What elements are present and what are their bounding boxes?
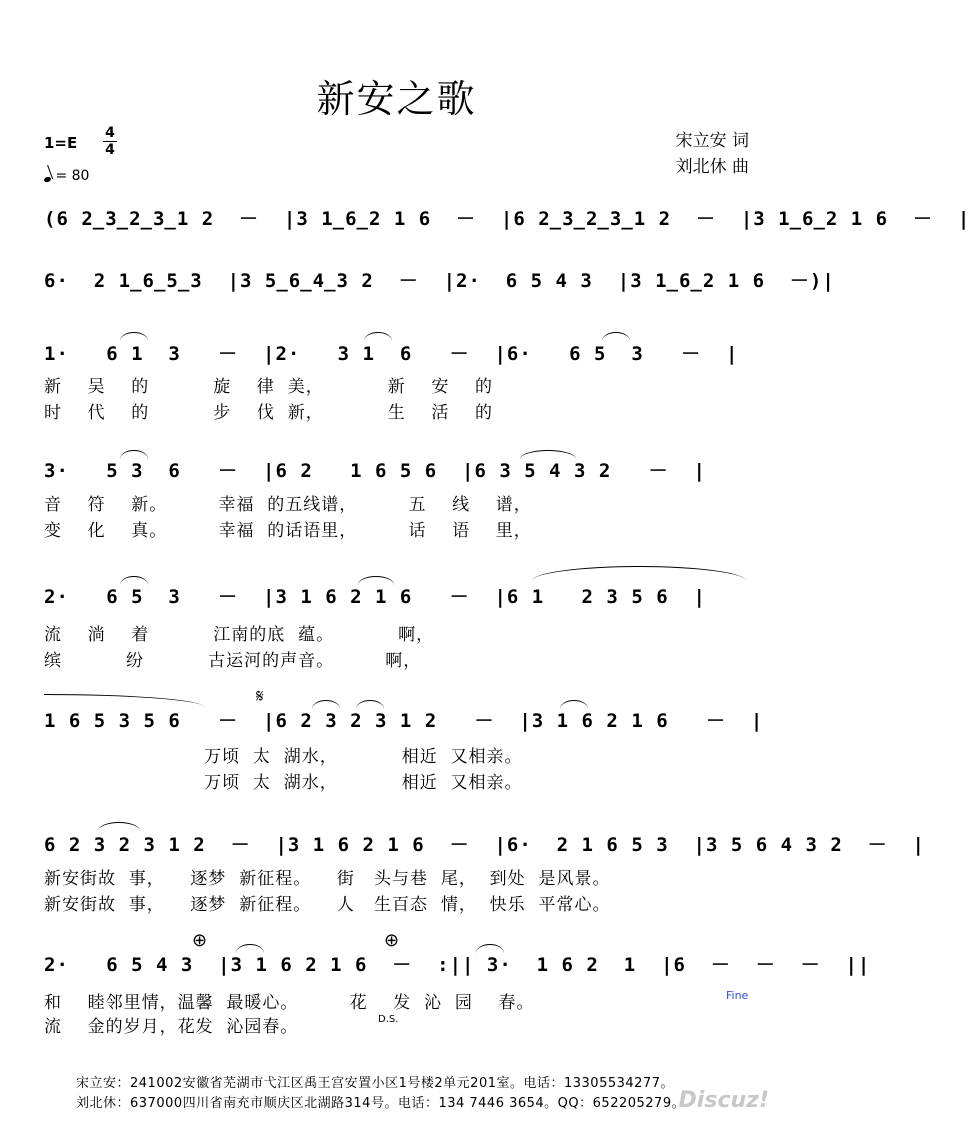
lyric-line: 和 睦邻里情，温馨 最暖心。 花 发 沁 园 春。 xyxy=(44,993,535,1013)
notation-row-1 xyxy=(44,208,970,230)
slur xyxy=(312,700,340,709)
notes: (6 2̲3̲2̲3̲1 2 － |3 1̲6̲2 1 6 － |6 2̲3̲2̲3̲1 2 － |3 1̲6̲2 1 6 － | xyxy=(44,208,970,230)
notes: 6 2 3 2 3 1 2 － |3 1 6 2 1 6 － |6· 2 1 6 5 3 |3 5 6 4 3 2 － | xyxy=(44,834,925,856)
lyric-line: 新 吴 的 旋 律 美， 新 安 的 xyxy=(44,377,493,397)
tempo-value: = 80 xyxy=(55,168,90,184)
notation-row-6 xyxy=(44,710,764,732)
meter-bottom: 4 xyxy=(105,142,115,158)
footer-line-2: 刘北休：637000四川省南充市顺庆区北湖路314号。电话：134 7446 3654。QQ：652205279。 xyxy=(76,1096,686,1111)
notation-row-8 xyxy=(44,954,871,976)
lyric-line: 新安街故 事， 逐梦 新征程。 街 头与巷 尾， 到处 是风景。 xyxy=(44,869,611,889)
lyric-line: 变 化 真。 幸福 的话语里， 话 语 里， xyxy=(44,521,532,541)
slur xyxy=(476,944,504,953)
lyric-line: 音 符 新。 幸福 的五线谱， 五 线 谱， xyxy=(44,495,532,515)
coda-icon: ⊕ xyxy=(192,930,208,951)
notes: 2· 6 5 4 3 |3 1 6 2 1 6 － :|| 3· 1 6 2 1 |6 － － － || xyxy=(44,954,871,976)
slur xyxy=(532,566,746,581)
notes: 1 6 5 3 5 6 － |6 2 3 2 3 1 2 － |3 1 6 2 1 6 － | xyxy=(44,710,764,732)
lyric-line: 万顷 太 湖水， 相近 又相亲。 xyxy=(44,747,523,767)
slur xyxy=(602,332,630,341)
lyric-line: 流 淌 着 江南的底 蕴。 啊， xyxy=(44,625,435,645)
key-signature: 1=E xyxy=(44,134,78,152)
lyric-line: 新安街故 事， 逐梦 新征程。 人 生百态 情， 快乐 平常心。 xyxy=(44,895,611,915)
song-title: 新安之歌 xyxy=(316,77,477,121)
slur xyxy=(356,700,384,709)
watermark: Discuz! xyxy=(678,1088,769,1113)
segno-icon: 𝄋 xyxy=(256,686,264,707)
slur xyxy=(98,822,140,831)
tempo-marking xyxy=(44,168,89,184)
notes: 2· 6 5 3 － |3 1 6 2 1 6 － |6 1 2 3 5 6 | xyxy=(44,586,706,608)
lyric-line: 时 代 的 步 伐 新， 生 活 的 xyxy=(44,403,493,423)
notation-row-4 xyxy=(44,460,750,482)
slur xyxy=(120,332,148,341)
notation-row-7 xyxy=(44,834,925,856)
footer-line-1: 宋立安：241002安徽省芜湖市弋江区禹王宫安置小区1号楼2单元201室。电话：13305534277。 xyxy=(76,1076,674,1091)
notes: 3· 5 3 6 － |6 2 1 6 5 6 |6 3 5 4 3 2 － | xyxy=(44,460,706,482)
composer-credit: 刘北休 曲 xyxy=(675,157,749,177)
slur xyxy=(520,450,576,459)
ds-marking: D.S. xyxy=(378,1014,399,1025)
notation-row-5 xyxy=(44,586,750,608)
slur xyxy=(44,694,204,707)
fine-marking: Fine xyxy=(726,989,749,1002)
slur xyxy=(560,700,588,709)
quarter-note-icon xyxy=(43,176,51,183)
coda-icon: ⊕ xyxy=(384,930,400,951)
slur xyxy=(364,332,392,341)
notation-row-2 xyxy=(44,270,835,292)
time-signature xyxy=(102,126,118,157)
notation-row-3 xyxy=(44,343,750,365)
slur xyxy=(120,450,148,459)
notes: 1· 6 1 3 － |2· 3 1 6 － |6· 6 5 3 － | xyxy=(44,343,739,365)
notes: 6· 2 1̲6̲5̲3 |3 5̲6̲4̲3 2 － |2· 6 5 4 3 |3 1̲6̲2 1 6 －)| xyxy=(44,270,835,292)
meter-top: 4 xyxy=(105,125,115,141)
lyric-line: 缤 纷 古运河的声音。 啊， xyxy=(44,651,422,671)
lyricist-credit: 宋立安 词 xyxy=(675,131,749,151)
slur xyxy=(120,576,148,585)
slur xyxy=(236,944,264,953)
lyric-line: 流 金的岁月，花发 沁园春。 xyxy=(44,1017,299,1037)
slur xyxy=(358,576,394,585)
lyric-line: 万顷 太 湖水， 相近 又相亲。 xyxy=(44,773,523,793)
